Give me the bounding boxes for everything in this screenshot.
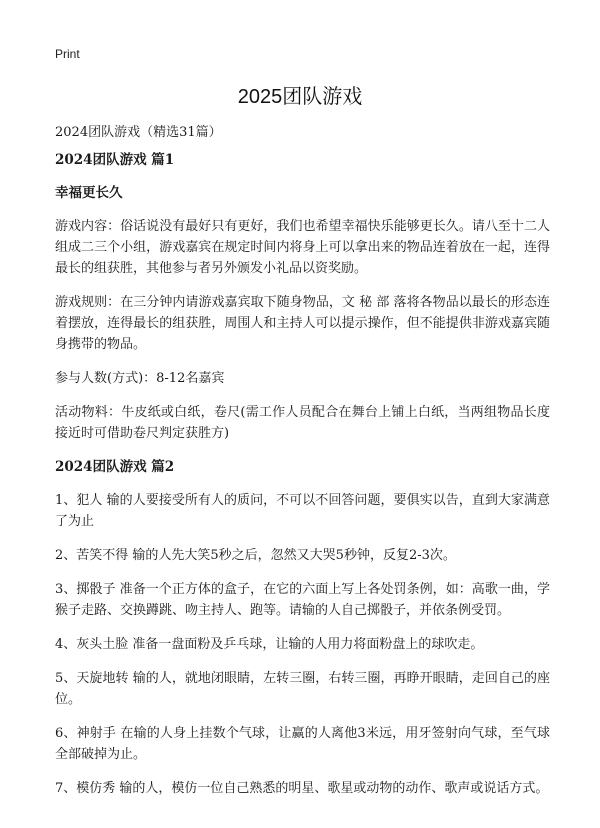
list-item: 3、掷骰子 准备一个正方体的盒子，在它的六面上写上各处罚条例，如：高歌一曲，学猴子走路、交换蹲跳、吻主持人、跑等。请输的人自己掷骰子，并依条例受罚。 [55,582,550,618]
document-subtitle: 2024团队游戏（精选31篇） [55,125,222,140]
paragraph: 活动物料：牛皮纸或白纸，卷尺(需工作人员配合在舞台上铺上白纸，当两组物品长度接近时可借助卷尺判定获胜方) [55,405,550,441]
list-item: 7、模仿秀 输的人，模仿一位自己熟悉的明星、歌星或动物的动作、歌声或说话方式。 [55,781,549,796]
list-item: 2、苦笑不得 输的人先大笑5秒之后，忽然又大哭5秒钟，反复2-3次。 [55,548,456,563]
page-title: 2025团队游戏 [237,86,363,108]
section-heading-1: 2024团队游戏 篇1 [55,152,175,168]
section-subheading-1: 幸福更长久 [55,185,123,201]
list-item: 6、神射手 在输的人身上挂数个气球，让赢的人离他3米远，用牙签射向气球，至气球全部破掉为止。 [55,726,550,762]
list-item: 4、灰头土脸 准备一盘面粉及乒乓球，让输的人用力将面粉盘上的球吹走。 [55,637,484,652]
list-item: 1、犯人 输的人要接受所有人的质问，不可以不回答问题，要俱实以告，直到大家满意了为止 [55,493,550,529]
paragraph: 游戏规则：在三分钟内请游戏嘉宾取下随身物品，文 秘 部 落将各物品以最长的形态连着摆放，连得最长的组获胜，周围人和主持人可以提示操作，但不能提供非游戏嘉宾随身携带的物品。 [55,295,550,352]
paragraph: 参与人数(方式)：8-12名嘉宾 [55,371,225,386]
section-heading-2: 2024团队游戏 篇2 [55,459,175,475]
list-item: 5、天旋地转 输的人，就地闭眼睛，左转三圈，右转三圈，再睁开眼睛，走回自己的座位。 [55,671,550,707]
print-link[interactable]: Print [55,47,80,61]
document-body [55,150,550,812]
paragraph: 游戏内容：俗话说没有最好只有更好，我们也希望幸福快乐能够更长久。请八至十二人组成二三个小组，游戏嘉宾在规定时间内将身上可以拿出来的物品连着放在一起，连得最长的组获胜，其他参与者另外颁发小礼品以资奖励。 [55,219,550,276]
